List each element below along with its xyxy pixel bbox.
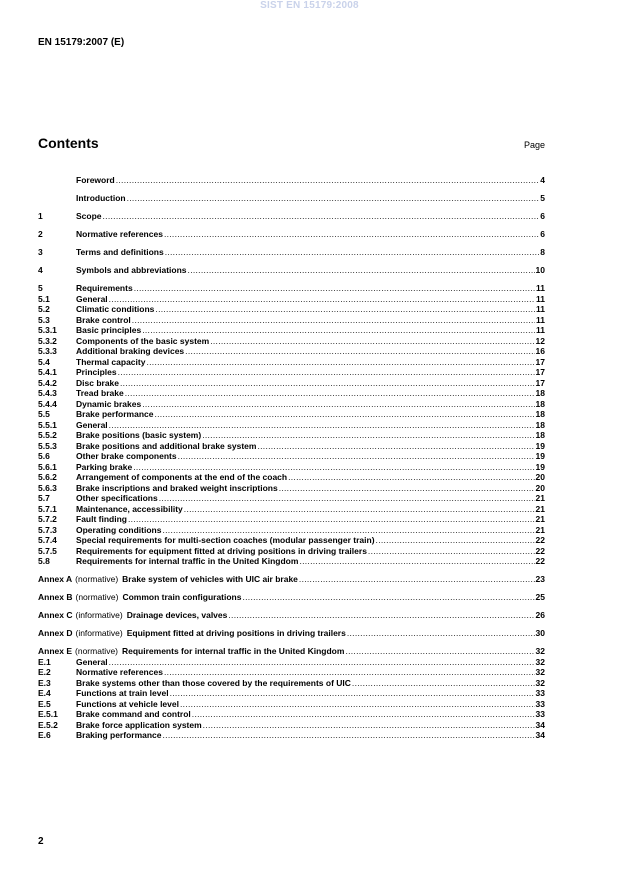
annex-title: Brake system of vehicles with UIC air brake: [122, 574, 298, 584]
toc-entry[interactable]: [38, 193, 545, 204]
toc-entry[interactable]: [38, 462, 545, 473]
toc-entry[interactable]: [38, 720, 545, 731]
toc-entry-page: 21: [535, 503, 545, 514]
annex-kind: (informative): [75, 628, 123, 638]
toc-annex-entry[interactable]: [38, 646, 545, 657]
toc-entry-page: 34: [535, 719, 545, 730]
toc-entry-number: 5.4.1: [38, 367, 57, 377]
toc-entry-page: 11: [536, 293, 545, 304]
annex-page: 26: [535, 610, 545, 620]
toc-dot-leader: [279, 483, 535, 494]
toc-entry-number: 5.2: [38, 304, 50, 314]
toc-dot-leader: [185, 346, 534, 357]
toc-entry-page: 19: [535, 440, 545, 451]
toc-entry-page: 16: [535, 346, 545, 356]
toc-dot-leader: [164, 229, 539, 240]
toc-entry-number: 5.6.3: [38, 482, 57, 493]
toc-entry-page: 18: [535, 430, 545, 440]
toc-entry-page: 11: [536, 314, 545, 325]
toc-entry-title: Maintenance, accessibility: [76, 503, 183, 514]
toc-dot-leader: [203, 720, 535, 731]
toc-dot-leader: [288, 472, 534, 483]
toc-entry-number: 4: [38, 265, 43, 275]
toc-dot-leader: [132, 315, 535, 326]
toc-dot-leader: [257, 441, 534, 452]
toc-dot-leader: [170, 688, 535, 699]
page-column-label: Page: [523, 140, 545, 150]
toc-entry-number: 5.3.2: [38, 335, 57, 346]
annex-page: 30: [535, 628, 545, 638]
toc-entry-page: 33: [535, 709, 545, 719]
watermark: SIST EN 15179:2008: [260, 0, 359, 11]
toc-entry[interactable]: [38, 504, 545, 515]
toc-dot-leader: [118, 367, 535, 378]
toc-entry-page: 18: [535, 388, 545, 398]
toc-entry-number: E.5.1: [38, 709, 58, 719]
toc-dot-leader: [127, 193, 540, 204]
toc-entry-page: 32: [535, 677, 545, 688]
toc-entry-title: Functions at train level: [76, 688, 169, 698]
toc-entry-number: 5: [38, 283, 43, 293]
toc-entry-title: Terms and definitions: [76, 247, 164, 257]
toc-entry-number: 5.4: [38, 356, 50, 367]
toc-entry-number: E.4: [38, 688, 51, 698]
toc-entry[interactable]: [38, 304, 545, 315]
document-id: EN 15179:2007 (E): [38, 37, 125, 48]
toc-entry-page: 5: [540, 193, 545, 203]
contents-heading: Contents: [38, 135, 99, 151]
toc-entry[interactable]: [38, 229, 545, 240]
toc-dot-leader: [120, 378, 535, 389]
toc-entry-page: 33: [535, 688, 545, 698]
toc-entry[interactable]: [38, 556, 545, 567]
toc-entry-page: 22: [535, 535, 545, 545]
annex-kind: (normative): [75, 574, 119, 584]
table-of-contents: [38, 175, 545, 741]
toc-entry-number: 5.4.3: [38, 388, 57, 398]
toc-entry-page: 18: [535, 409, 545, 419]
toc-dot-leader: [134, 283, 535, 294]
toc-annex-entry[interactable]: [38, 610, 545, 621]
toc-dot-leader: [347, 628, 535, 639]
toc-dot-leader: [116, 175, 540, 186]
toc-dot-leader: [228, 610, 534, 621]
toc-dot-leader: [202, 430, 534, 441]
toc-dot-leader: [164, 667, 535, 678]
toc-entry-title: Brake positions and additional brake system: [76, 440, 257, 451]
page-number: 2: [38, 836, 44, 847]
toc-dot-leader: [142, 325, 535, 336]
toc-entry-title: Symbols and abbreviations: [76, 265, 187, 275]
toc-entry-page: 4: [540, 175, 545, 185]
toc-entry-page: 18: [535, 398, 545, 409]
toc-entry-title: Normative references: [76, 667, 163, 677]
toc-entry-page: 17: [535, 356, 545, 367]
toc-entry-number: 5.7.3: [38, 524, 57, 535]
toc-entry[interactable]: [38, 247, 545, 258]
toc-entry[interactable]: [38, 667, 545, 678]
toc-entry[interactable]: [38, 420, 545, 431]
toc-entry-number: E.2: [38, 667, 51, 677]
toc-dot-leader: [109, 657, 535, 668]
toc-dot-leader: [162, 525, 534, 536]
toc-entry-title: Dynamic brakes: [76, 398, 142, 409]
toc-entry-number: 5.4.4: [38, 398, 57, 409]
toc-entry-page: 34: [535, 730, 545, 740]
toc-entry-page: 21: [535, 493, 545, 503]
toc-entry-title: Climatic conditions: [76, 304, 155, 314]
toc-entry-title: General: [76, 419, 108, 430]
toc-dot-leader: [178, 451, 535, 462]
toc-entry-title: Components of the basic system: [76, 335, 210, 346]
toc-entry[interactable]: [38, 325, 545, 336]
annex-page: 23: [535, 574, 545, 584]
toc-dot-leader: [192, 709, 535, 720]
toc-entry-number: 5.3: [38, 314, 50, 325]
annex-label: Annex A: [38, 574, 73, 584]
toc-entry[interactable]: [38, 730, 545, 741]
toc-entry[interactable]: [38, 399, 545, 410]
toc-entry-page: 20: [535, 482, 545, 493]
toc-entry-title: Brake command and control: [76, 709, 191, 719]
toc-entry-page: 32: [535, 656, 545, 667]
toc-entry-title: Thermal capacity: [76, 356, 146, 367]
toc-entry-title: Brake performance: [76, 409, 154, 419]
toc-entry-title: General: [76, 656, 108, 667]
toc-entry[interactable]: [38, 283, 545, 294]
toc-entry-page: 33: [535, 698, 545, 709]
toc-entry-title: Scope: [76, 211, 102, 221]
toc-entry[interactable]: [38, 430, 545, 441]
toc-entry-page: 6: [540, 211, 545, 221]
toc-entry-number: E.6: [38, 730, 51, 740]
toc-entry[interactable]: [38, 367, 545, 378]
toc-entry-number: 5.7.5: [38, 545, 57, 556]
annex-label: Annex D: [38, 628, 73, 638]
toc-entry-page: 6: [540, 229, 545, 239]
toc-entry-page: 22: [535, 545, 545, 556]
annex-label: Annex E: [38, 646, 73, 656]
toc-entry[interactable]: [38, 483, 545, 494]
annex-kind: (normative): [75, 592, 119, 602]
toc-entry-number: 5.3.3: [38, 346, 57, 356]
toc-entry-page: 19: [535, 451, 545, 461]
toc-entry[interactable]: [38, 175, 545, 186]
toc-dot-leader: [125, 388, 535, 399]
toc-entry[interactable]: [38, 388, 545, 399]
toc-entry[interactable]: [38, 211, 545, 222]
annex-title: Drainage devices, valves: [126, 610, 228, 620]
toc-entry-page: 8: [540, 247, 545, 257]
toc-entry-title: Basic principles: [76, 325, 142, 335]
toc-entry-title: Requirements: [76, 283, 133, 293]
toc-entry[interactable]: [38, 535, 545, 546]
toc-entry[interactable]: [38, 357, 545, 368]
toc-entry-number: 5.5.2: [38, 430, 57, 440]
toc-entry[interactable]: [38, 441, 545, 452]
toc-entry-page: 32: [535, 667, 545, 677]
toc-dot-leader: [188, 265, 535, 276]
toc-entry[interactable]: [38, 525, 545, 536]
toc-entry-title: Other specifications: [76, 493, 158, 503]
toc-entry-page: 20: [535, 472, 545, 482]
toc-dot-leader: [345, 646, 534, 657]
toc-entry-title: Other brake components: [76, 451, 177, 461]
toc-entry-title: Brake positions (basic system): [76, 430, 202, 440]
toc-entry-page: 11: [536, 304, 545, 314]
toc-entry[interactable]: [38, 493, 545, 504]
toc-entry-number: E.3: [38, 677, 51, 688]
toc-entry-number: 5.6: [38, 451, 50, 461]
toc-entry-title: Requirements for equipment fitted at driving positions in driving trailers: [76, 545, 367, 556]
toc-dot-leader: [299, 556, 534, 567]
toc-dot-leader: [184, 504, 535, 515]
toc-entry-number: 5.7.4: [38, 535, 57, 545]
toc-entry-title: General: [76, 293, 108, 304]
toc-entry-title: Special requirements for multi-section coaches (modular passenger train): [76, 535, 375, 545]
toc-dot-leader: [376, 535, 535, 546]
toc-dot-leader: [128, 514, 535, 525]
toc-entry-number: 5.8: [38, 556, 50, 566]
toc-dot-leader: [133, 462, 534, 473]
annex-kind: (informative): [75, 610, 123, 620]
toc-entry-number: 3: [38, 247, 43, 257]
toc-entry[interactable]: [38, 709, 545, 720]
toc-entry[interactable]: [38, 699, 545, 710]
toc-entry-title: Tread brake: [76, 388, 124, 398]
toc-entry-page: 21: [535, 524, 545, 535]
toc-dot-leader: [159, 493, 535, 504]
toc-entry-page: 11: [536, 283, 545, 293]
toc-entry-number: 5.5.1: [38, 419, 57, 430]
toc-entry[interactable]: [38, 265, 545, 276]
toc-dot-leader: [103, 211, 540, 222]
toc-entry-number: 5.1: [38, 293, 50, 304]
toc-entry-page: 17: [535, 367, 545, 377]
toc-entry-title: Introduction: [76, 193, 126, 203]
toc-entry[interactable]: [38, 678, 545, 689]
toc-entry[interactable]: [38, 336, 545, 347]
toc-entry[interactable]: [38, 472, 545, 483]
toc-entry-page: 10: [535, 265, 545, 275]
toc-entry-number: 5.5: [38, 409, 50, 419]
toc-dot-leader: [352, 678, 535, 689]
toc-entry-title: Requirements for internal traffic in the United Kingdom: [76, 556, 299, 566]
toc-annex-entry[interactable]: [38, 628, 545, 639]
toc-entry-title: Brake systems other than those covered by the requirements of UIC: [76, 677, 351, 688]
toc-entry-title: Brake inscriptions and braked weight inscriptions: [76, 482, 278, 493]
annex-page: 32: [535, 646, 545, 656]
toc-entry-title: Normative references: [76, 229, 163, 239]
toc-entry-number: 5.7.1: [38, 503, 57, 514]
toc-entry-number: E.1: [38, 656, 51, 667]
toc-entry-number: 5.6.2: [38, 472, 57, 482]
toc-dot-leader: [368, 546, 535, 557]
toc-entry[interactable]: [38, 514, 545, 525]
toc-dot-leader: [165, 247, 540, 258]
toc-entry-number: 1: [38, 211, 43, 221]
annex-title: Requirements for internal traffic in the United Kingdom: [122, 646, 345, 656]
toc-dot-leader: [163, 730, 535, 741]
toc-entry-title: Braking performance: [76, 730, 162, 740]
toc-entry-page: 18: [535, 419, 545, 430]
toc-entry[interactable]: [38, 657, 545, 668]
toc-annex-entry[interactable]: [38, 592, 545, 603]
toc-entry-number: 5.7.2: [38, 514, 57, 524]
toc-entry[interactable]: [38, 378, 545, 389]
toc-entry-number: 5.3.1: [38, 325, 57, 335]
toc-dot-leader: [109, 294, 535, 305]
toc-dot-leader: [242, 592, 534, 603]
toc-dot-leader: [109, 420, 535, 431]
toc-entry-title: Brake control: [76, 314, 131, 325]
toc-entry-title: Disc brake: [76, 377, 119, 388]
toc-entry[interactable]: [38, 315, 545, 326]
toc-entry-page: 22: [535, 556, 545, 566]
toc-entry-number: 2: [38, 229, 43, 239]
annex-kind: (normative): [75, 646, 118, 656]
toc-dot-leader: [299, 574, 535, 585]
toc-entry-page: 12: [535, 335, 545, 346]
toc-entry-title: Fault finding: [76, 514, 127, 524]
toc-dot-leader: [146, 357, 534, 368]
toc-entry-title: Arrangement of components at the end of the coach: [76, 472, 288, 482]
annex-label: Annex B: [38, 592, 73, 602]
toc-entry-number: E.5.2: [38, 719, 58, 730]
toc-dot-leader: [142, 399, 534, 410]
toc-dot-leader: [210, 336, 534, 347]
toc-entry-title: Brake force application system: [76, 719, 202, 730]
annex-title: Equipment fitted at driving positions in driving trailers: [126, 628, 346, 638]
toc-dot-leader: [154, 409, 534, 420]
annex-title: Common train configurations: [122, 592, 242, 602]
toc-dot-leader: [180, 699, 535, 710]
toc-entry-number: 5.4.2: [38, 377, 57, 388]
toc-entry-page: 21: [535, 514, 545, 524]
toc-entry-title: Foreword: [76, 175, 115, 185]
toc-entry[interactable]: [38, 409, 545, 420]
toc-entry[interactable]: [38, 451, 545, 462]
toc-entry[interactable]: [38, 346, 545, 357]
toc-entry-title: Operating conditions: [76, 524, 162, 535]
toc-entry-number: 5.6.1: [38, 461, 57, 472]
toc-dot-leader: [155, 304, 535, 315]
toc-entry-title: Functions at vehicle level: [76, 698, 179, 709]
toc-entry-title: Principles: [76, 367, 117, 377]
toc-entry-number: E.5: [38, 698, 51, 709]
annex-label: Annex C: [38, 610, 73, 620]
toc-entry-page: 11: [536, 325, 545, 335]
toc-entry[interactable]: [38, 546, 545, 557]
toc-entry-page: 17: [535, 377, 545, 388]
toc-entry-title: Additional braking devices: [76, 346, 185, 356]
annex-page: 25: [535, 592, 545, 602]
toc-entry-page: 19: [535, 461, 545, 472]
toc-entry-number: 5.5.3: [38, 440, 57, 451]
toc-entry-number: 5.7: [38, 493, 50, 503]
toc-entry-title: Parking brake: [76, 461, 133, 472]
toc-entry[interactable]: [38, 688, 545, 699]
toc-annex-entry[interactable]: [38, 574, 545, 585]
toc-entry[interactable]: [38, 294, 545, 305]
